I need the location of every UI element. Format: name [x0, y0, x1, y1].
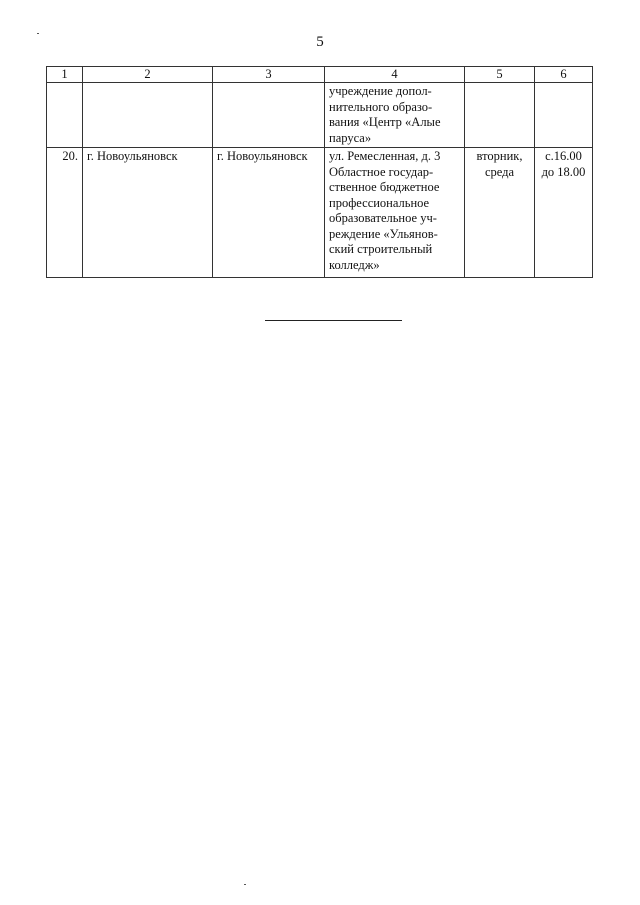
column-number-6: 6 — [535, 67, 593, 83]
address-line: нительного образо- — [329, 99, 433, 114]
address-line: ул. Ремесленная, д. 3 — [329, 149, 441, 163]
column-number-1: 1 — [47, 67, 83, 83]
address-line: вания «Центр «Алые — [329, 115, 441, 129]
address-line: Областное государ- — [329, 164, 434, 179]
table-row — [47, 83, 593, 148]
address-line: профессиональное — [329, 195, 430, 210]
column-number-4: 4 — [325, 67, 465, 83]
address-line: учреждение допол- — [329, 84, 432, 98]
address-cell — [325, 148, 465, 278]
locality-cell — [213, 83, 325, 148]
address-line: реждение «Ульянов- — [329, 226, 438, 241]
end-of-document-rule — [265, 320, 402, 321]
schedule-table — [46, 66, 593, 278]
column-number-2: 2 — [83, 67, 213, 83]
column-number-5: 5 — [465, 67, 535, 83]
days-cell — [465, 83, 535, 148]
hours-line: с.16.00 — [545, 149, 582, 163]
hours-cell — [535, 148, 593, 278]
address-line: ский строительный — [329, 242, 433, 256]
hours-cell — [535, 83, 593, 148]
days-line: среда — [484, 164, 515, 179]
address-cell — [325, 83, 465, 148]
page-number: 5 — [316, 34, 324, 50]
row-number-cell — [47, 83, 83, 148]
hours-line: до 18.00 — [541, 164, 586, 179]
address-line: паруса» — [329, 130, 372, 145]
row-number-cell: 20. — [47, 148, 83, 278]
days-cell — [465, 148, 535, 278]
locality-cell: г. Новоульяновск — [213, 148, 325, 278]
address-line: колледж» — [329, 257, 380, 272]
scan-speck — [37, 33, 39, 34]
column-number-3: 3 — [213, 67, 325, 83]
days-line: вторник, — [476, 149, 523, 163]
scan-speck — [244, 884, 246, 885]
address-line: ственное бюджетное — [329, 180, 440, 194]
table-header-row — [47, 67, 593, 83]
municipality-cell — [83, 83, 213, 148]
table-row — [47, 148, 593, 278]
address-line: образовательное уч- — [329, 211, 437, 225]
municipality-cell: г. Новоульяновск — [83, 148, 213, 278]
